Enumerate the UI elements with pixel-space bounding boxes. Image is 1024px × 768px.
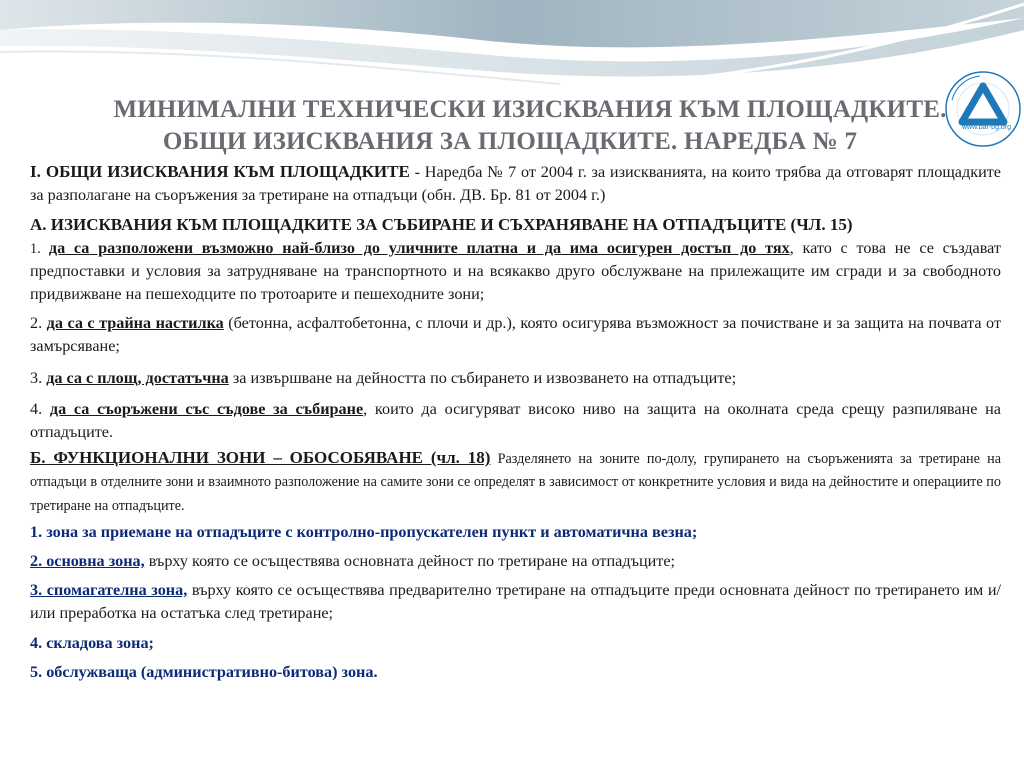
section-b-heading: Б. ФУНКЦИОНАЛНИ ЗОНИ – ОБОСОБЯВАНЕ (чл. 18) [30, 448, 491, 468]
slide-title-line1: МИНИМАЛНИ ТЕХНИЧЕСКИ ИЗИСКВАНИЯ КЪМ ПЛОЩАДКИТЕ. [113, 96, 947, 123]
item-number: 1. [30, 240, 49, 257]
slide-content [30, 160, 1001, 684]
logo-url: www.bar-bg.org [962, 124, 1012, 131]
section-a-item-2 [30, 312, 1001, 358]
item-text: за извършване на дейността по събирането и извозването на отпадъците; [228, 368, 737, 387]
section-b-intro: Разделянето на зоните по-долу, групирането на съоръженията за третиране на отпадъци в отделните зони и взаимното разположение на самите зони се определят в зависимост от конкретните условия и вида на дейностите и операциите по третиране на отпадъците. [30, 451, 1001, 514]
section-i-body: - Наредба № 7 от 2004 г. за изискванията, на които трябва да отговарят площадките за разполагане на съоръжения за третиране на отпадъци (обн. ДВ. Бр. 81 от 2004 г.) [30, 163, 1001, 205]
zone-5 [30, 661, 1001, 684]
item-lead: да са разположени възможно най-близо до уличните платна и да има осигурен достъп до тях [48, 238, 790, 257]
section-b-paragraph [30, 446, 1001, 517]
zone-2 [30, 550, 1001, 573]
section-a-item-1 [30, 237, 1001, 307]
zone-lead: 3. спомагателна зона, [30, 581, 188, 600]
section-i-heading: І. ОБЩИ ИЗИСКВАНИЯ КЪМ ПЛОЩАДКИТЕ [30, 162, 410, 181]
zone-lead: 5. обслужваща (административно-битова) зона. [30, 662, 378, 681]
item-number: 4. [30, 399, 50, 418]
slide-title-line2: ОБЩИ ИЗИСКВАНИЯ ЗА ПЛОЩАДКИТЕ. НАРЕДБА № 7 [162, 128, 858, 155]
item-number: 3. [30, 368, 47, 387]
item-lead: да са съоръжени със съдове за събиране [49, 399, 364, 418]
zone-3 [30, 579, 1001, 625]
section-i-paragraph [30, 160, 1001, 207]
zone-1 [30, 521, 1001, 544]
section-a-item-4 [30, 398, 1001, 444]
item-lead: да са с трайна настилка [46, 314, 224, 333]
item-number: 2. [30, 314, 47, 333]
item-lead: да са с площ, достатъчна [46, 368, 229, 387]
section-a-heading: А. ИЗИСКВАНИЯ КЪМ ПЛОЩАДКИТЕ ЗА СЪБИРАНЕ И СЪХРАНЯВАНЕ НА ОТПАДЪЦИТЕ (ЧЛ. 15) [30, 215, 853, 235]
zone-text: върху която се осъществява предварително третиране на отпадъците преди основната дейност по третирането им и/или преработка на остатъка след третиране; [30, 581, 1001, 623]
zone-4 [30, 632, 1001, 655]
section-a-item-3 [30, 367, 1001, 390]
zone-lead: 1. зона за приемане на отпадъците с контролно-пропускателен пункт и автоматична везна; [30, 522, 698, 541]
zone-lead: 2. основна зона, [30, 552, 145, 571]
item-text: , които да осигуряват високо ниво на защита на околната среда срещу разпиляване на отпадъците. [30, 399, 1001, 442]
item-text: , като с това не се създават предпоставки и условия за затрудняване на транспортното и на всякакво друго обслужване на прилежащите им сгради и за свободното придвижване на пешеходците по тротоарите и пешеходните зони; [30, 238, 1002, 304]
header-swoosh-decoration [0, 0, 1024, 110]
zone-lead: 4. складова зона; [30, 633, 154, 652]
item-text: (бетонна, асфалтобетонна, с плочи и др.), която осигурява възможност за почистване и за защита на почвата от замърсяване; [30, 314, 1002, 356]
zone-text: върху която се осъществява основната дейност по третиране на отпадъците; [144, 552, 676, 571]
